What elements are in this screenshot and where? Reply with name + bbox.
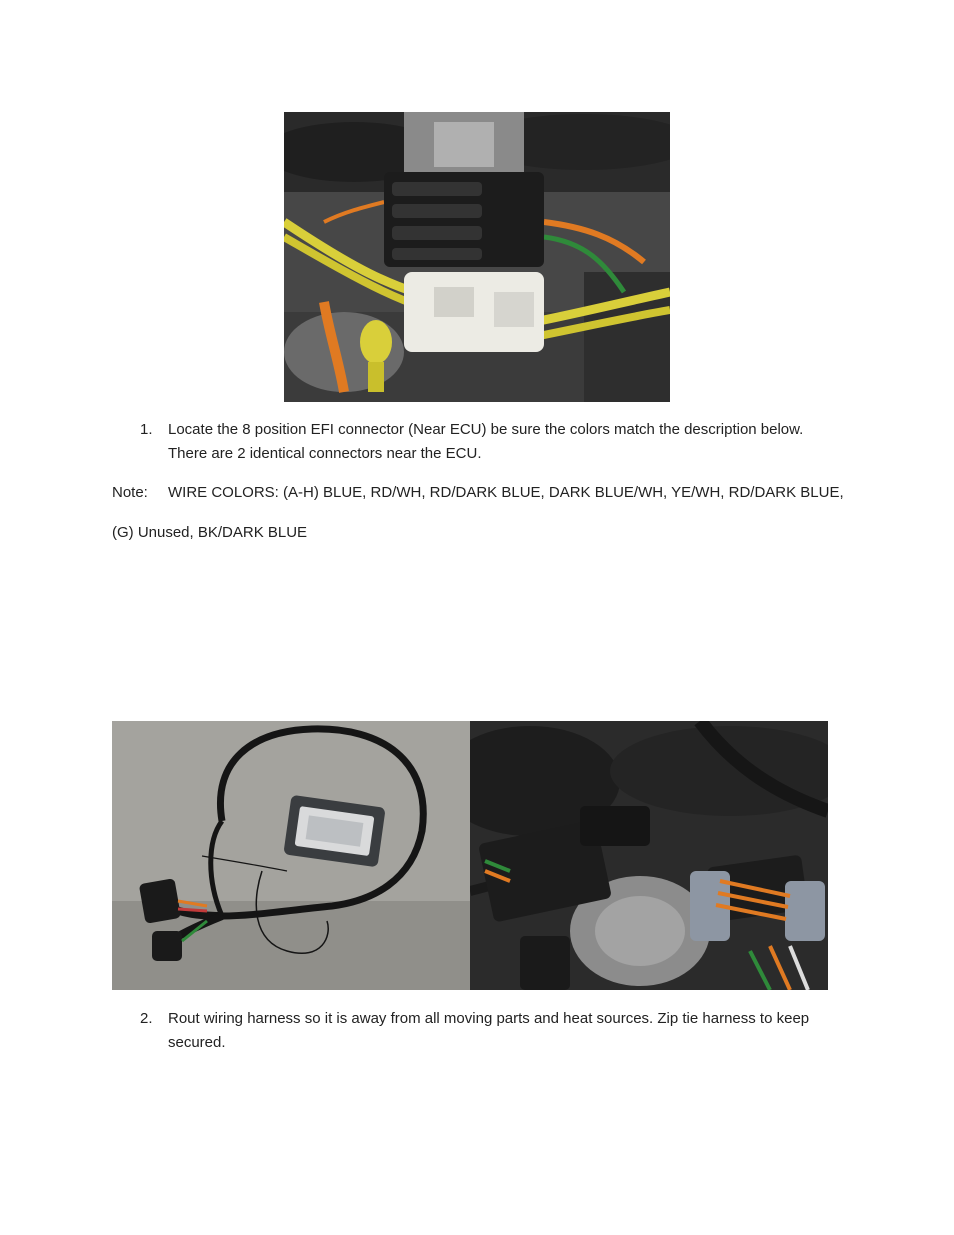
note-text: WIRE COLORS: (A-H) BLUE, RD/WH, RD/DARK BLUE, DARK BLUE/WH, YE/WH, RD/DARK BLUE,	[168, 484, 844, 501]
step-text-line: Locate the 8 position EFI connector (Near ECU) be sure the colors match the description below.	[168, 421, 804, 438]
step-text	[168, 1007, 809, 1055]
step-text-line: Rout wiring harness so it is away from all moving parts and heat sources. Zip tie harness to keep	[168, 1010, 810, 1027]
harness-module-photo	[112, 721, 470, 990]
step-text	[168, 418, 803, 466]
step-number: 1.	[140, 421, 153, 438]
harness-installed-photo	[470, 721, 828, 990]
step-text-line: secured.	[168, 1034, 226, 1051]
step-text-line: There are 2 identical connectors near the ECU.	[168, 445, 482, 462]
step-number: 2.	[140, 1010, 153, 1027]
note-continuation: (G) Unused, BK/DARK BLUE	[112, 524, 308, 541]
efi-connector-photo	[284, 112, 670, 402]
note-label: Note:	[112, 484, 148, 501]
